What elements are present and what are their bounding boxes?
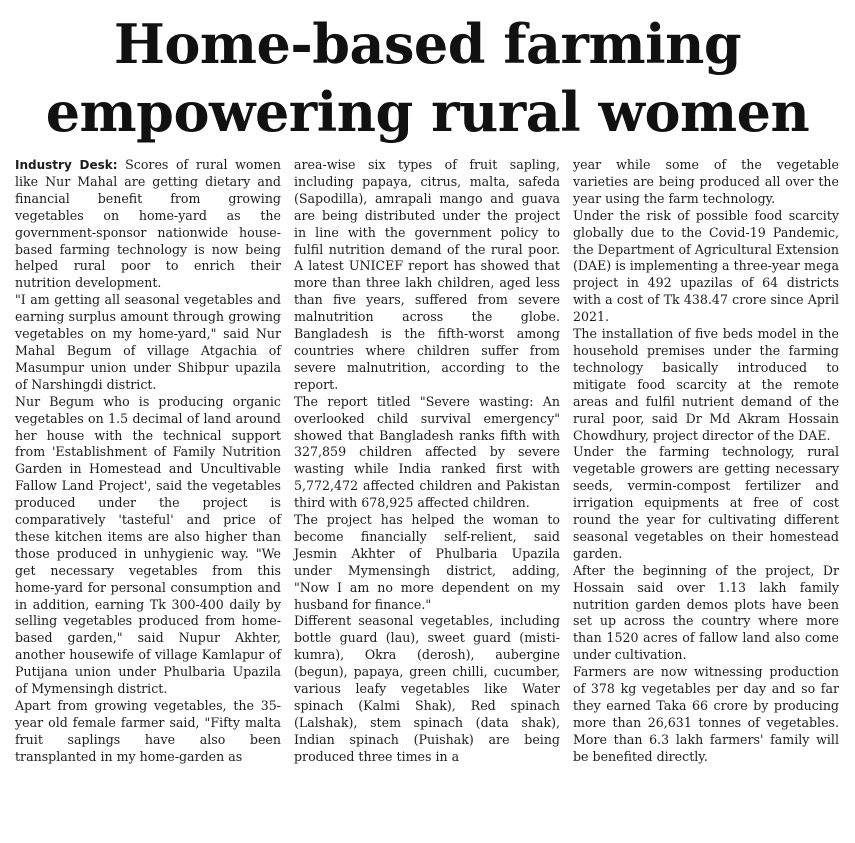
- column-3: [573, 157, 839, 766]
- byline: Industry Desk:: [15, 158, 118, 172]
- paragraph: Under the risk of possible food scarcity globally due to the Covid-19 Pandemic, the Department of Agricultural Extension (DAE) is implementing a three-year mega project in 492 upazilas of 64 districts with a cost of Tk 438.47 crore since April 2021.: [573, 207, 839, 325]
- article-headline: [0, 10, 855, 146]
- paragraph: Apart from growing vegetables, the 35-year old female farmer said, "Fifty malta fruit saplings have also been transplanted in my home-garden as: [15, 698, 281, 764]
- paragraph: area-wise six types of fruit sapling, including papaya, citrus, malta, safeda (Sapodilla), amrapali mango and guava are being distributed under the project in line with the government policy to fulfil nutrition demand of the rural poor. A latest UNICEF report has showed that more than three lakh children, aged less than five years, suffered from severe malnutrition across the globe. Bangladesh is the fifth-worst among countries where children suffer from severe malnutrition, according to the report.: [294, 157, 560, 392]
- headline-line-1: Home-based farming: [113, 12, 742, 76]
- paragraph: The project has helped the woman to become financially self-relient, said Jesmin Akhter of Phulbaria Upazila under Mymensingh district, adding, "Now I am no more dependent on my husband for finance.": [294, 512, 560, 612]
- article-body: [15, 157, 840, 766]
- column-1: [15, 157, 281, 766]
- paragraph: [15, 157, 281, 292]
- paragraph: Under the farming technology, rural vegetable growers are getting necessary seeds, vermin-compost fertilizer and irrigation equipments at free of cost round the year for cultivating different seasonal vegetables on their homestead garden.: [573, 444, 839, 561]
- paragraph: After the beginning of the project, Dr Hossain said over 1.13 lakh family nutrition garden demos plots have been set up across the country where more than 1520 acres of fallow land also come under cultivation.: [573, 562, 839, 663]
- paragraph: year while some of the vegetable varieties are being produced all over the year using the farm technology.: [573, 157, 839, 206]
- headline-line-2: empowering rural women: [45, 80, 810, 144]
- paragraph: Different seasonal vegetables, including bottle guard (lau), sweet guard (misti-kumra), Okra (derosh), aubergine (begun), papaya, green chilli, cucumber, various leafy vegetables like Water spinach (Kalmi Shak), Red spinach (Lalshak), stem spinach (data shak), Indian spinach (Puishak) are being produced three times in a: [294, 613, 560, 764]
- paragraph-text: Scores of rural women like Nur Mahal are getting dietary and financial benefit from growing vegetables on home-yard as the government-sponsor nationwide house-based farming technology is now being helped rural poor to enrich their nutrition development.: [15, 157, 281, 291]
- paragraph: Nur Begum who is producing organic vegetables on 1.5 decimal of land around her house with the technical support from 'Establishment of Family Nutrition Garden in Homestead and Uncultivable Fallow Land Project', said the vegetables produced under the project is comparatively 'tasteful' and price of these kitchen items are also higher than those produced in unhygienic way. "We get necessary vegetables from this home-yard for personal consumption and in addition, earning Tk 300-400 daily by selling vegetables produced from home-based garden," said Nupur Akhter, another housewife of village Kamlapur of Putijana union under Phulbaria Upazila of Mymensingh district.: [15, 393, 281, 697]
- paragraph: The report titled "Severe wasting: An overlooked child survival emergency" showed that Bangladesh ranks fifth with 327,859 children affected by severe wasting while India ranked first with 5,772,472 affected children and Pakistan third with 678,925 affected children.: [294, 393, 560, 511]
- paragraph: Farmers are now witnessing production of 378 kg vegetables per day and so far they earned Taka 66 crore by producing more than 26,631 tonnes of vegetables. More than 6.3 lakh farmers' family will be benefited directly.: [573, 664, 839, 764]
- column-2: [294, 157, 560, 766]
- paragraph: "I am getting all seasonal vegetables and earning surplus amount through growing vegetables on my home-yard," said Nur Mahal Begum of village Atgachia of Masumpur union under Shibpur upazila of Narshingdi district.: [15, 292, 281, 392]
- paragraph: The installation of five beds model in the household premises under the farming technology basically introduced to mitigate food scarcity at the remote areas and fulfil nutrient demand of the rural poor, said Dr Md Akram Hossain Chowdhury, project director of the DAE.: [573, 326, 839, 443]
